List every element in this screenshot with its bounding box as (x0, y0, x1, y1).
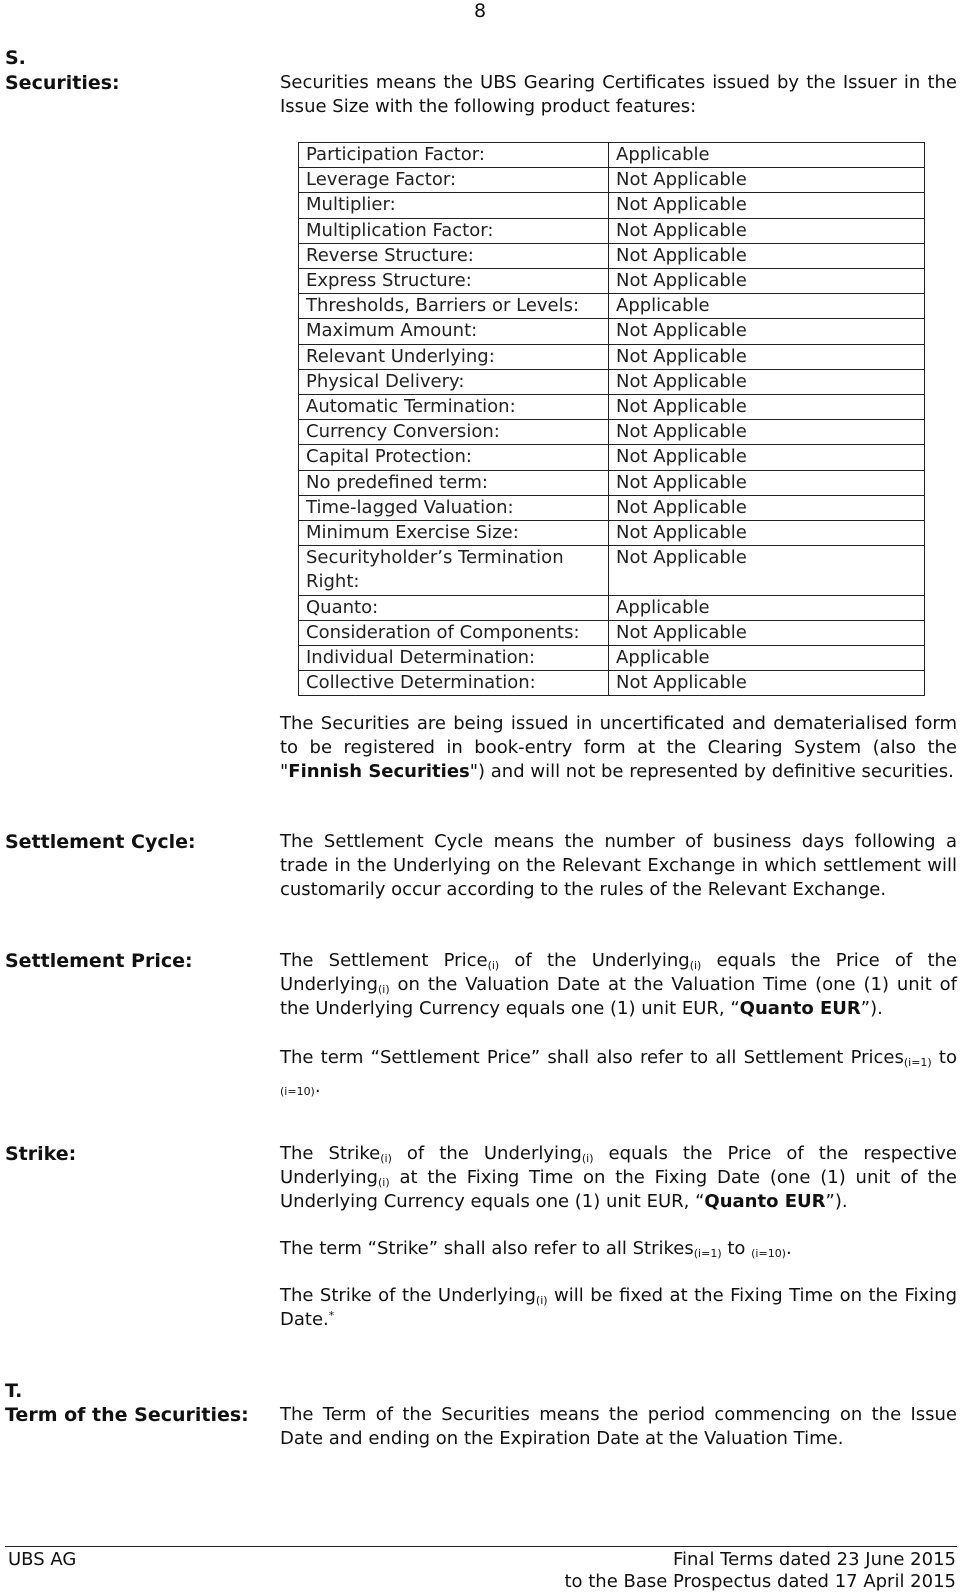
feature-name: Maximum Amount: (299, 319, 609, 344)
feature-row (299, 294, 925, 319)
feature-row (299, 395, 925, 420)
feature-name: Relevant Underlying: (299, 344, 609, 369)
feature-value: Not Applicable (609, 521, 925, 546)
section-letter-s: S. (5, 47, 26, 69)
feature-name: Multiplier: (299, 193, 609, 218)
term-securities: Securities: (5, 72, 120, 94)
section-letter-t: T. (5, 1380, 23, 1402)
feature-name: Automatic Termination: (299, 395, 609, 420)
feature-name: Physical Delivery: (299, 369, 609, 394)
feature-name: Multiplication Factor: (299, 218, 609, 243)
feature-value: Not Applicable (609, 218, 925, 243)
footer-issuer: UBS AG (8, 1549, 77, 1570)
feature-value: Not Applicable (609, 243, 925, 268)
settlement-price-paragraph-1: The Settlement Price$_{(i)}$ of the Underlying$_{(i)}$ equals the Price of the Underlying$_{(i)}$ on the Valuation Date at the Valuation Time (one (1) unit of the Underlying Currency equals one (1) unit EUR, “Quanto EUR”). (280, 950, 958, 1019)
feature-name: Reverse Structure: (299, 243, 609, 268)
feature-row (299, 495, 925, 520)
feature-row (299, 445, 925, 470)
feature-row (299, 193, 925, 218)
term-of-securities-text: The Term of the Securities means the period commencing on the Issue Date and ending on the Expiration Date at the Valuation Time. (280, 1404, 957, 1449)
term-settlement-price: Settlement Price: (5, 950, 193, 972)
feature-name: Participation Factor: (299, 143, 609, 168)
feature-name: Quanto: (299, 595, 609, 620)
feature-value: Applicable (609, 294, 925, 319)
feature-name: Thresholds, Barriers or Levels: (299, 294, 609, 319)
feature-row (299, 420, 925, 445)
feature-row (299, 369, 925, 394)
page-number: 8 (473, 0, 487, 22)
securities-form-paragraph: The Securities are being issued in uncertificated and dematerialised form to be registered in book-entry form at the Clearing System (also the "Finnish Securities") and will not be represented by definitive securities. (280, 713, 957, 782)
term-strike: Strike: (5, 1143, 77, 1165)
feature-value: Applicable (609, 143, 925, 168)
feature-row (299, 521, 925, 546)
feature-value: Not Applicable (609, 445, 925, 470)
footer-final-terms-date: Final Terms dated 23 June 2015 (672, 1549, 956, 1570)
feature-value: Not Applicable (609, 319, 925, 344)
strike-paragraph-3: The Strike of the Underlying$_{(i)}$ will be fixed at the Fixing Time on the Fixing Date.* (280, 1285, 957, 1330)
feature-name: Individual Determination: (299, 646, 609, 671)
feature-name: Securityholder’s Termination Right: (299, 546, 609, 595)
feature-value: Not Applicable (609, 269, 925, 294)
feature-row (299, 243, 925, 268)
feature-name: Leverage Factor: (299, 168, 609, 193)
feature-value: Not Applicable (609, 546, 925, 595)
feature-row (299, 671, 925, 696)
term-term-of-securities: Term of the Securities: (5, 1404, 249, 1426)
feature-row (299, 143, 925, 168)
footer-rule (5, 1546, 957, 1547)
footer-dates (564, 1549, 956, 1593)
footer-base-prospectus-date: to the Base Prospectus dated 17 April 2015 (564, 1571, 956, 1592)
feature-row (299, 546, 925, 595)
feature-value: Not Applicable (609, 369, 925, 394)
settlement-cycle-text: The Settlement Cycle means the number of business days following a trade in the Underlying on the Relevant Exchange in which settlement will customarily occur according to the rules of the Relevant Exchange. (280, 831, 957, 900)
settlement-price-paragraph-2: The term “Settlement Price” shall also refer to all Settlement Prices$_{(i=1)}$ to $_{(i=10)}$. (280, 1047, 957, 1098)
feature-row (299, 620, 925, 645)
feature-value: Not Applicable (609, 168, 925, 193)
feature-value: Not Applicable (609, 193, 925, 218)
feature-name: Minimum Exercise Size: (299, 521, 609, 546)
feature-value: Not Applicable (609, 420, 925, 445)
feature-value: Not Applicable (609, 620, 925, 645)
finnish-securities-term: Finnish Securities (288, 761, 470, 782)
feature-row (299, 218, 925, 243)
feature-name: Consideration of Components: (299, 620, 609, 645)
feature-row (299, 646, 925, 671)
feature-name: Currency Conversion: (299, 420, 609, 445)
feature-row (299, 344, 925, 369)
feature-name: Capital Protection: (299, 445, 609, 470)
feature-value: Not Applicable (609, 671, 925, 696)
feature-name: Time-lagged Valuation: (299, 495, 609, 520)
product-features-table (298, 142, 925, 696)
term-settlement-cycle: Settlement Cycle: (5, 831, 196, 853)
feature-value: Applicable (609, 646, 925, 671)
strike-paragraph-2: The term “Strike” shall also refer to all Strikes$_{(i=1)}$ to $_{(i=10)}$. (280, 1238, 792, 1260)
feature-name: Express Structure: (299, 269, 609, 294)
feature-row (299, 319, 925, 344)
feature-row (299, 168, 925, 193)
feature-value: Not Applicable (609, 395, 925, 420)
feature-row (299, 269, 925, 294)
feature-name: No predefined term: (299, 470, 609, 495)
feature-value: Applicable (609, 595, 925, 620)
feature-value: Not Applicable (609, 495, 925, 520)
strike-paragraph-1: The Strike$_{(i)}$ of the Underlying$_{(i)}$ equals the Price of the respective Underlying$_{(i)}$ at the Fixing Time on the Fixing Date (one (1) unit of the Underlying Currency equals one (1) unit EUR, “Quanto EUR”). (280, 1143, 957, 1212)
feature-name: Collective Determination: (299, 671, 609, 696)
feature-value: Not Applicable (609, 344, 925, 369)
securities-intro: Securities means the UBS Gearing Certificates issued by the Issuer in the Issue Size with the following product features: (280, 72, 957, 117)
feature-value: Not Applicable (609, 470, 925, 495)
feature-row (299, 470, 925, 495)
feature-row (299, 595, 925, 620)
